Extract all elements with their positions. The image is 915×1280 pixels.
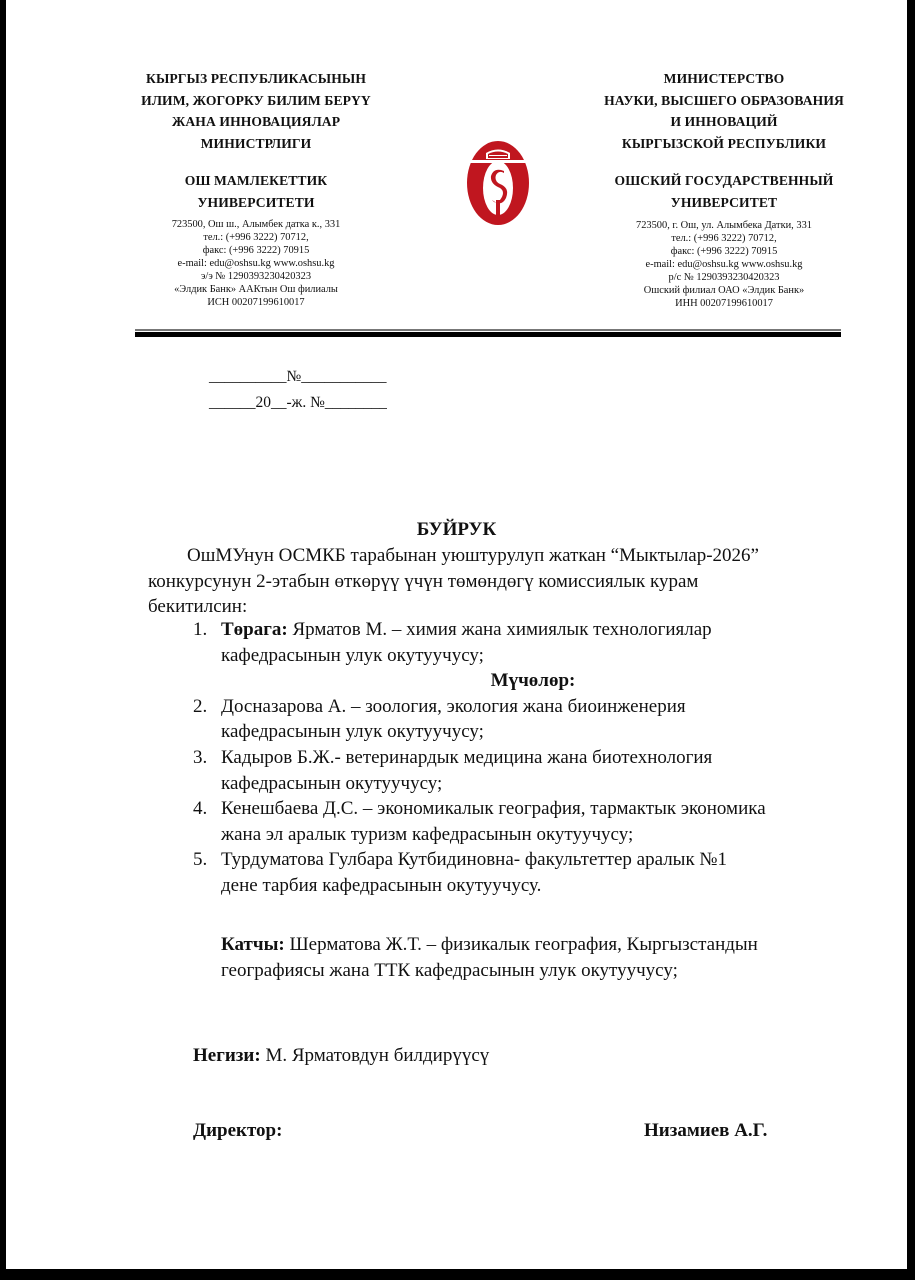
list-item (193, 847, 853, 898)
secretary-text: географиясы жана ТТК кафедрасынын улук окутуучусу; (221, 959, 678, 981)
ministry-line: НАУКИ, ВЫСШЕГО ОБРАЗОВАНИЯ (604, 92, 844, 108)
list-item (193, 745, 853, 796)
list-item (193, 694, 853, 745)
member-text: Кадыров Б.Ж.- ветеринардык медицина жана биотехнология (221, 746, 713, 768)
member-text: дене тарбия кафедрасынын окутуучусу. (221, 874, 542, 896)
ministry-line: МИНИСТРЛИГИ (200, 135, 312, 151)
member-text: Турдуматова Гулбара Кутбидиновна- факультеттер аралык №1 (221, 849, 728, 871)
contact-info-kg (126, 218, 386, 309)
intro-text: конкурсунун 2-этабын өткөрүү үчүн төмөндөгү комиссиялык курам (148, 570, 699, 592)
member-text: жана эл аралык туризм кафедрасынын окутуучусу; (221, 823, 634, 845)
fax: факс: (+996 3222) 70915 (670, 246, 778, 257)
item-number: 1. (193, 619, 208, 640)
fax: факс: (+996 3222) 70915 (202, 245, 310, 256)
secretary-label: Катчы: (221, 934, 285, 955)
address: 723500, г. Ош, ул. Алымбека Датки, 331 (636, 220, 812, 231)
email-website: e-mail: edu@oshsu.kg www.oshsu.kg (645, 259, 803, 270)
intro-text: бекитилсин: (148, 596, 248, 618)
ministry-line: ИЛИМ, ЖОГОРКУ БИЛИМ БЕРҮҮ (141, 92, 371, 108)
members-heading: Мүчөлөр: (490, 670, 576, 692)
header-right-russian (579, 68, 869, 310)
basis-label: Негизи: (193, 1045, 261, 1066)
contact-info-ru (579, 219, 869, 310)
ministry-line: КЫРГЫЗ РЕСПУБЛИКАСЫНЫН (145, 71, 367, 86)
item-number: 2. (193, 695, 208, 717)
list-item (193, 796, 853, 847)
signature-position: Директор: (193, 1120, 283, 1141)
header-divider-thick (135, 332, 841, 337)
university-line: ОШСКИЙ ГОСУДАРСТВЕННЫЙ (614, 173, 834, 188)
phone: тел.: (+996 3222) 70712, (203, 232, 309, 243)
ministry-name-ru (579, 68, 869, 154)
list-item-chair (193, 617, 853, 668)
chair-label: Төрага: (221, 619, 288, 640)
bank-name: «Элдик Банк» ААКтын Ош филиалы (174, 284, 338, 295)
signature-name: Низамиев А.Г. (644, 1120, 768, 1141)
basis-line (193, 1043, 489, 1069)
chair-text: Ярматов М. – химия жана химиялык технологиялар (287, 619, 712, 640)
ministry-name-kg (126, 68, 386, 154)
document-page (6, 0, 907, 1269)
document-title: БУЙРУК (416, 519, 497, 540)
ministry-line: МИНИСТЕРСТВО (663, 71, 785, 86)
secretary-paragraph (221, 932, 861, 983)
member-text: Кенешбаева Д.С. – экономикалык география, тармактык экономика (221, 798, 766, 820)
reference-date-line: ______20__-ж. №________ (209, 394, 387, 411)
address: 723500, Ош ш., Алымбек датка к., 331 (171, 219, 341, 230)
member-text: Досназарова А. – зоология, экология жана биоинженерия (221, 695, 686, 717)
ministry-line: КЫРГЫЗСКОЙ РЕСПУБЛИКИ (621, 135, 827, 151)
intro-text: ОшМУнун ОСМКБ тарабынан уюштурулуп жаткан “Мыктылар-2026” (187, 545, 759, 566)
intro-paragraph (148, 543, 868, 620)
bank-name: Ошский филиал ОАО «Элдик Банк» (643, 285, 805, 296)
item-number: 4. (193, 798, 208, 820)
member-text: кафедрасынын окутуучусу; (221, 772, 443, 794)
tax-id: ИНН 00207199610017 (675, 298, 773, 309)
secretary-text: Шерматова Ж.Т. – физикалык география, Кыргызстандын (284, 934, 758, 955)
university-line: УНИВЕРСИТЕТ (670, 194, 778, 210)
member-text: кафедрасынын улук окутуучусу; (221, 721, 484, 743)
university-name-kg (126, 170, 386, 213)
basis-text: М. Ярматовдун билдирүүсү (260, 1045, 490, 1066)
bank-account: э/э № 1290393230420323 (200, 271, 312, 282)
commission-list (193, 617, 853, 899)
header-left-kyrgyz (126, 68, 386, 309)
university-line: УНИВЕРСИТЕТИ (197, 194, 315, 210)
item-number: 3. (193, 746, 208, 768)
university-emblem-icon (462, 138, 534, 228)
ministry-line: И ИННОВАЦИЙ (670, 114, 778, 129)
header-divider-thin (135, 329, 841, 331)
reference-number-line: __________№___________ (209, 368, 387, 385)
item-number: 5. (193, 849, 208, 871)
bank-account: р/с № 1290393230420323 (668, 272, 780, 283)
university-line: ОШ МАМЛЕКЕТТИК (184, 173, 328, 188)
university-name-ru (579, 170, 869, 213)
tax-id: ИСН 00207199610017 (207, 297, 305, 308)
chair-text: кафедрасынын улук окутуучусу; (221, 644, 484, 666)
ministry-line: ЖАНА ИННОВАЦИЯЛАР (171, 114, 341, 129)
phone: тел.: (+996 3222) 70712, (671, 233, 777, 244)
email-website: e-mail: edu@oshsu.kg www.oshsu.kg (177, 258, 335, 269)
